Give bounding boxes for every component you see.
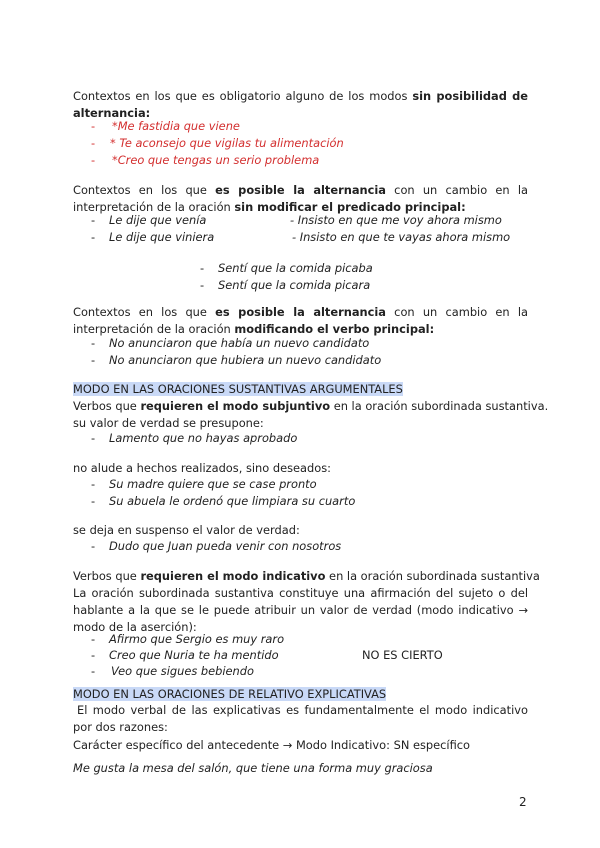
dash: - bbox=[91, 494, 96, 508]
section1-heading: MODO EN LAS ORACIONES SUSTANTIVAS ARGUMENTALES bbox=[73, 382, 403, 396]
section1b-verbs-text: Verbos que bbox=[73, 569, 141, 583]
block2-intro-text: con un cambio en la interpretación de la oración bbox=[73, 183, 528, 214]
dash: - bbox=[91, 136, 96, 150]
section1-presupone: su valor de verdad se presupone: bbox=[73, 416, 264, 430]
block3-item: No anunciaron que hubiera un nuevo candidato bbox=[109, 353, 382, 367]
block2-intro-text: Contextos en los que bbox=[73, 183, 216, 197]
section1b-verbs-bold: requieren el modo indicativo bbox=[140, 569, 326, 583]
section1-verbs bbox=[73, 398, 548, 415]
block2-center-item: Sentí que la comida picara bbox=[218, 278, 371, 292]
block3-intro-text: con un cambio en la interpretación de la oración bbox=[73, 305, 528, 336]
block2-center-item: Sentí que la comida picaba bbox=[218, 261, 373, 275]
section1-example: Su madre quiere que se case pronto bbox=[109, 477, 317, 491]
section1b-item: Veo que sigues bebiendo bbox=[111, 664, 254, 678]
dash: - bbox=[200, 261, 205, 275]
block2-intro-bold: es posible la alternancia bbox=[215, 183, 386, 197]
dash: - bbox=[91, 119, 96, 133]
section2-caracter: Carácter específico del antecedente → Modo Indicativo: SN específico bbox=[73, 738, 470, 752]
dash: - bbox=[91, 431, 96, 445]
block2-right-item: - Insisto en que me voy ahora mismo bbox=[290, 213, 502, 227]
dash: - bbox=[91, 153, 96, 167]
section1b-item: Afirmo que Sergio es muy raro bbox=[109, 632, 285, 646]
section1-verbs-bold: requieren el modo subjuntivo bbox=[140, 399, 331, 413]
block3-intro bbox=[73, 304, 528, 338]
dash: - bbox=[91, 648, 96, 662]
dash: - bbox=[91, 664, 96, 678]
dash: - bbox=[91, 539, 96, 553]
dash: - bbox=[91, 336, 96, 350]
section1b-paragraph: La oración subordinada sustantiva constituye una afirmación del sujeto o del hablante a la que se le puede atribuir un valor de verdad (modo indicativo → modo de la aserción): bbox=[73, 586, 528, 634]
block2-left-item: Le dije que venía bbox=[109, 213, 207, 227]
block1-item: * Te aconsejo que vigilas tu alimentación bbox=[110, 136, 344, 150]
block1-intro-text: Contextos en los que es obligatorio alguno de los modos bbox=[73, 89, 413, 103]
section2-paragraph: El modo verbal de las explicativas es fundamentalmente el modo indicativo por dos razones: bbox=[73, 703, 528, 734]
dash: - bbox=[91, 213, 96, 227]
dash: - bbox=[91, 477, 96, 491]
page-number: 2 bbox=[519, 795, 527, 809]
section2-heading-line bbox=[73, 686, 386, 703]
section1-verbs-text: Verbos que bbox=[73, 399, 141, 413]
block2-intro bbox=[73, 182, 528, 216]
section1b-note: NO ES CIERTO bbox=[362, 648, 443, 662]
block2-intro-bold: sin modificar el predicado principal: bbox=[234, 200, 466, 214]
block3-intro-text: Contextos en los que bbox=[73, 305, 216, 319]
block1-item: *Creo que tengas un serio problema bbox=[112, 153, 320, 167]
section1b-verbs-text: en la oración subordinada sustantiva bbox=[325, 569, 540, 583]
dash: - bbox=[91, 353, 96, 367]
section1b-verbs bbox=[73, 568, 540, 585]
block3-intro-bold: es posible la alternancia bbox=[215, 305, 386, 319]
section1b-item: Creo que Nuria te ha mentido bbox=[109, 648, 279, 662]
block1-intro-bold: sin posibilidad de alternancia: bbox=[73, 89, 528, 120]
block1-intro bbox=[73, 88, 528, 122]
block3-intro-bold: modificando el verbo principal: bbox=[234, 322, 435, 336]
section1-verbs-text: en la oración subordinada sustantiva. bbox=[330, 399, 549, 413]
block3-item: No anunciaron que había un nuevo candidato bbox=[109, 336, 370, 350]
section2-example: Me gusta la mesa del salón, que tiene una forma muy graciosa bbox=[73, 761, 433, 775]
section1-heading-line bbox=[73, 381, 403, 398]
section1-example: Lamento que no hayas aprobado bbox=[109, 431, 298, 445]
section2-heading: MODO EN LAS ORACIONES DE RELATIVO EXPLICATIVAS bbox=[73, 687, 387, 701]
dash: - bbox=[91, 230, 96, 244]
block1-item: *Me fastidia que viene bbox=[112, 119, 240, 133]
section1-example: Su abuela le ordenó que limpiara su cuarto bbox=[109, 494, 356, 508]
block2-right-item: - Insisto en que te vayas ahora mismo bbox=[292, 230, 511, 244]
section1-suspenso: se deja en suspenso el valor de verdad: bbox=[73, 523, 300, 537]
section1-example: Dudo que Juan pueda venir con nosotros bbox=[109, 539, 342, 553]
section1-alude: no alude a hechos realizados, sino deseados: bbox=[73, 461, 331, 475]
dash: - bbox=[91, 632, 96, 646]
block2-left-item: Le dije que viniera bbox=[109, 230, 215, 244]
dash: - bbox=[200, 278, 205, 292]
